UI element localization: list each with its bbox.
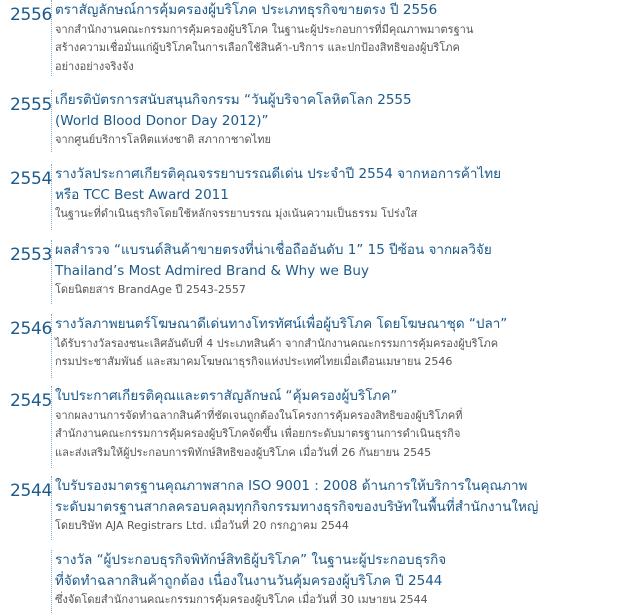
award-title-line: รางวัลประกาศเกียรติคุณจรรยาบรรณดีเด่น ประจำปี 2554 จากหอการค้าไทย (55, 166, 502, 182)
award-description-line: ในฐานะที่ดำเนินธุรกิจโดยใช้หลักจรรยาบรรณ มุ่งเน้นความเป็นธรรม โปร่งใส (55, 207, 418, 220)
award-title-line: ใบประกาศเกียรติคุณและตราสัญลักษณ์ “คุ้มครองผู้บริโภค” (55, 388, 398, 404)
award-title-line: ระดับมาตรฐานสากลครอบคลุมทุกกิจกรรมทางธุรกิจของบริษัทในพื้นที่สำนักงานใหญ่ (55, 498, 539, 515)
award-year: 2554 (10, 169, 53, 189)
timeline-divider (51, 476, 52, 540)
timeline-divider (51, 0, 52, 76)
timeline-divider (51, 314, 52, 378)
timeline-divider (51, 550, 52, 613)
timeline-divider (51, 90, 52, 152)
award-title-line: รางวัล “ผู้ประกอบธุรกิจพิทักษ์สิทธิผู้บริโภค” ในฐานะผู้ประกอบธุรกิจ (55, 552, 447, 568)
timeline-divider (51, 240, 52, 304)
award-body (55, 164, 615, 224)
award-description-line: โดยนิตยสาร BrandAge ปี 2543-2557 (55, 283, 246, 296)
award-body (55, 550, 615, 610)
award-description-line: โดยบริษัท AJA Registrars Ltd. เมื่อวันที่ 20 กรกฎาคม 2544 (55, 519, 349, 532)
award-title-line: ตราสัญลักษณ์การคุ้มครองผู้บริโภค ประเภทธุรกิจขายตรง ปี 2556 (55, 2, 438, 18)
award-year: 2555 (10, 95, 53, 115)
award-year: 2546 (10, 319, 53, 339)
award-title-line: ที่จัดทำฉลากสินค้าถูกต้อง เนื่องในงานวันคุ้มครองผู้บริโภค ปี 2544 (55, 572, 443, 589)
award-description-line: กรมประชาสัมพันธ์ และสมาคมโฆษณาธุรกิจแห่งประเทศไทยเมื่อเดือนเมษายน 2546 (55, 355, 453, 368)
award-description-line: จากผลงานการจัดทำฉลากสินค้าที่ชัดเจนถูกต้องในโครงการคุ้มครองสิทธิของผู้บริโภคที่ (55, 408, 463, 422)
award-description-line: สำนักงานคณะกรรมการคุ้มครองผู้บริโภคจัดขึ้น เพื่อยกระดับมาตรฐานการดำเนินธุรกิจ (55, 427, 461, 440)
award-year: 2545 (10, 391, 53, 411)
timeline-divider (51, 164, 52, 230)
award-description-line: สร้างความเชื่อมั่นแก่ผู้บริโภคในการเลือกใช้สินค้า-บริการ และปกป้องสิทธิของผู้บริโภค (55, 41, 460, 54)
award-body (55, 240, 615, 300)
award-description-line: อย่างอย่างจริงจัง (55, 59, 134, 73)
award-title-line: Thailand’s Most Admired Brand & Why we Buy (55, 262, 369, 279)
award-title-line: ใบรับรองมาตรฐานคุณภาพสากล ISO 9001 : 2008 ด้านการให้บริการในคุณภาพ (55, 478, 528, 494)
award-description-line: ได้รับรางวัลรองชนะเลิศอันดับที่ 4 ประเภทสินค้า จากสำนักงานคณะกรรมการคุ้มครองผู้บริโภค (55, 336, 499, 350)
award-body (55, 386, 615, 462)
award-body (55, 90, 615, 150)
award-title-line: รางวัลภาพยนตร์โฆษณาดีเด่นทางโทรทัศน์เพื่อผู้บริโภค โดยโฆษณาชุด “ปลา” (55, 316, 508, 332)
timeline-divider (51, 386, 52, 468)
award-year: 2556 (10, 5, 53, 25)
award-description-line: จากสำนักงานคณะกรรมการคุ้มครองผู้บริโภค ในฐานะผู้ประกอบการที่มีคุณภาพมาตรฐาน (55, 22, 474, 36)
award-description-line: ซึ่งจัดโดยสำนักงานคณะกรรมการคุ้มครองผู้บริโภค เมื่อวันที่ 30 เมษายน 2544 (55, 593, 428, 606)
award-title-line: ผลสำรวจ “แบรนด์สินค้าขายตรงที่น่าเชื่อถืออันดับ 1” 15 ปีซ้อน จากผลวิจัย (55, 242, 492, 258)
award-title-line: หรือ TCC Best Award 2011 (55, 186, 229, 203)
award-body (55, 0, 615, 76)
award-year: 2553 (10, 245, 53, 265)
award-description-line: จากศูนย์บริการโลหิตแห่งชาติ สภากาชาดไทย (55, 133, 271, 146)
award-body (55, 476, 615, 536)
award-year: 2544 (10, 481, 53, 501)
award-title-line: เกียรติบัตรการสนับสนุนกิจกรรม “วันผู้บริจาคโลหิตโลก 2555 (55, 92, 412, 108)
award-title-line: (World Blood Donor Day 2012)” (55, 112, 269, 129)
award-description-line: และส่งเสริมให้ผู้ประกอบการพิทักษ์สิทธิของผู้บริโภค เมื่อวันที่ 26 กันยายน 2545 (55, 445, 432, 459)
award-body (55, 314, 615, 372)
